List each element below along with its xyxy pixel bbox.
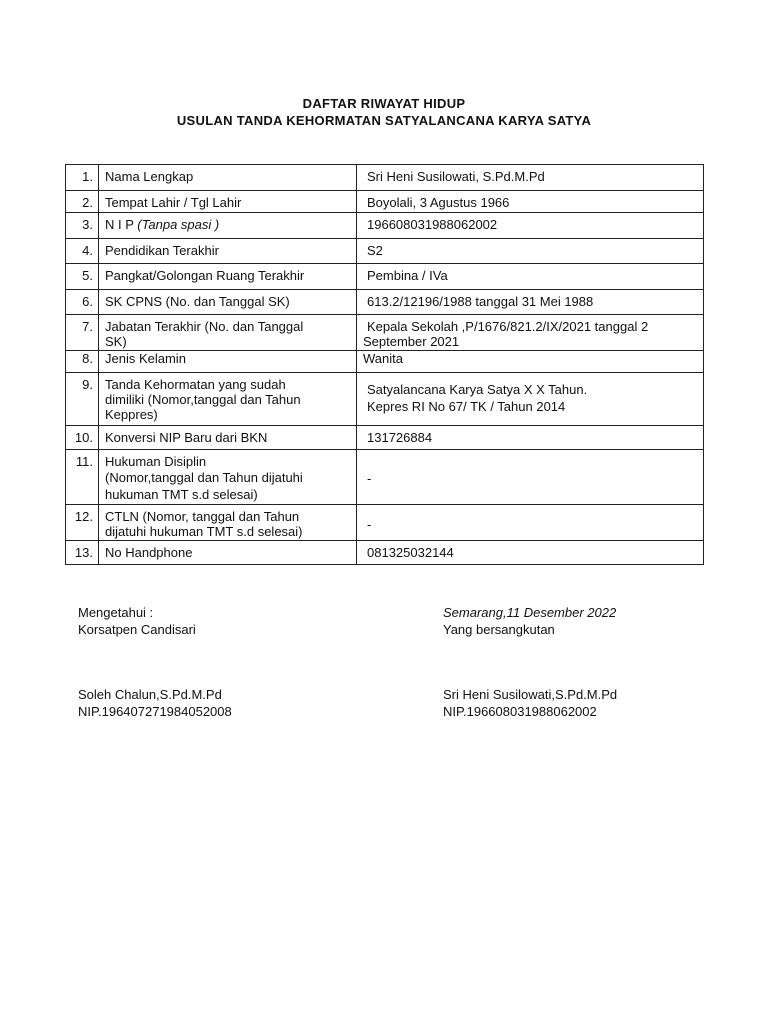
row-label-line: dijatuhi hukuman TMT s.d selesai) xyxy=(105,524,303,539)
row-value: 196608031988062002 xyxy=(357,213,704,239)
signer-right-nip: NIP.196608031988062002 xyxy=(443,704,597,719)
row-number: 5. xyxy=(66,264,99,290)
row-value: Sri Heni Susilowati, S.Pd.M.Pd xyxy=(357,165,704,191)
row-label xyxy=(99,505,357,541)
row-value: Pembina / IVa xyxy=(357,264,704,290)
row-label: Pendidikan Terakhir xyxy=(99,239,357,264)
table-row xyxy=(66,213,704,239)
row-number: 4. xyxy=(66,239,99,264)
document-title xyxy=(0,95,768,129)
signer-left-nip: NIP.196407271984052008 xyxy=(78,704,232,719)
row-label-line: (Nomor,tanggal dan Tahun dijatuhi xyxy=(105,470,303,485)
row-label-line: SK) xyxy=(105,334,127,349)
table-row xyxy=(66,239,704,264)
signer-left-position: Korsatpen Candisari xyxy=(78,622,196,637)
row-value: - xyxy=(357,450,704,505)
row-number: 1. xyxy=(66,165,99,191)
table-row xyxy=(66,264,704,290)
row-label-line: hukuman TMT s.d selesai) xyxy=(105,487,258,502)
row-label: No Handphone xyxy=(99,541,357,565)
table-row xyxy=(66,290,704,315)
row-label-note: (Tanpa spasi ) xyxy=(137,217,220,232)
row-label: Konversi NIP Baru dari BKN xyxy=(99,426,357,450)
table-row xyxy=(66,541,704,565)
table-row xyxy=(66,426,704,450)
row-label-line: dimiliki (Nomor,tanggal dan Tahun xyxy=(105,392,301,407)
row-value: S2 xyxy=(357,239,704,264)
row-label: SK CPNS (No. dan Tanggal SK) xyxy=(99,290,357,315)
row-value: 081325032144 xyxy=(357,541,704,565)
row-value: 131726884 xyxy=(357,426,704,450)
signature-right-header xyxy=(443,604,616,638)
row-value-line: Satyalancana Karya Satya X X Tahun. xyxy=(367,382,588,397)
row-value-line: Kepres RI No 67/ TK / Tahun 2014 xyxy=(367,399,566,414)
signer-left-name: Soleh Chalun,S.Pd.M.Pd xyxy=(78,687,222,702)
row-value xyxy=(357,315,704,351)
row-number: 12. xyxy=(66,505,99,541)
row-label-line: Tanda Kehormatan yang sudah xyxy=(105,377,286,392)
place-date: Semarang,11 Desember 2022 xyxy=(443,605,617,620)
row-value-line: Kepala Sekolah ,P/1676/821.2/IX/2021 tanggal 2 xyxy=(367,319,649,334)
table-row xyxy=(66,351,704,373)
row-number: 13. xyxy=(66,541,99,565)
acknowledgement-label: Mengetahui : xyxy=(78,605,154,620)
row-number: 3. xyxy=(66,213,99,239)
row-label xyxy=(99,450,357,505)
signature-left-header xyxy=(78,604,196,638)
row-value: Wanita xyxy=(357,351,704,373)
row-label: Pangkat/Golongan Ruang Terakhir xyxy=(99,264,357,290)
row-number: 6. xyxy=(66,290,99,315)
table-row xyxy=(66,165,704,191)
row-number: 8. xyxy=(66,351,99,373)
row-number: 9. xyxy=(66,373,99,426)
row-label-line: Hukuman Disiplin xyxy=(105,454,207,469)
table-row xyxy=(66,315,704,351)
row-label-line: Keppres) xyxy=(105,407,158,422)
signature-left-block xyxy=(78,686,232,720)
row-number: 7. xyxy=(66,315,99,351)
table-row xyxy=(66,450,704,505)
row-number: 11. xyxy=(66,450,99,505)
row-number: 10. xyxy=(66,426,99,450)
row-label-line: Jabatan Terakhir (No. dan Tanggal xyxy=(105,319,304,334)
table-row xyxy=(66,191,704,213)
row-label xyxy=(99,373,357,426)
row-label: Jenis Kelamin xyxy=(99,351,357,373)
table-row xyxy=(66,505,704,541)
signer-right-position: Yang bersangkutan xyxy=(443,622,555,637)
row-number: 2. xyxy=(66,191,99,213)
row-value: - xyxy=(357,505,704,541)
signature-right-block xyxy=(443,686,617,720)
row-label-text: N I P xyxy=(105,217,134,232)
title-line-2: USULAN TANDA KEHORMATAN SATYALANCANA KARYA SATYA xyxy=(176,113,592,128)
row-label-line: CTLN (Nomor, tanggal dan Tahun xyxy=(105,509,300,524)
row-label xyxy=(99,213,357,239)
row-label: Tempat Lahir / Tgl Lahir xyxy=(99,191,357,213)
title-line-1: DAFTAR RIWAYAT HIDUP xyxy=(302,96,466,111)
row-label xyxy=(99,315,357,351)
row-value: Boyolali, 3 Agustus 1966 xyxy=(357,191,704,213)
table-row xyxy=(66,373,704,426)
row-value xyxy=(357,373,704,426)
signer-right-name: Sri Heni Susilowati,S.Pd.M.Pd xyxy=(443,687,618,702)
biodata-table xyxy=(65,164,704,565)
row-value-line: September 2021 xyxy=(363,334,460,349)
row-value: 613.2/12196/1988 tanggal 31 Mei 1988 xyxy=(357,290,704,315)
row-label: Nama Lengkap xyxy=(99,165,357,191)
